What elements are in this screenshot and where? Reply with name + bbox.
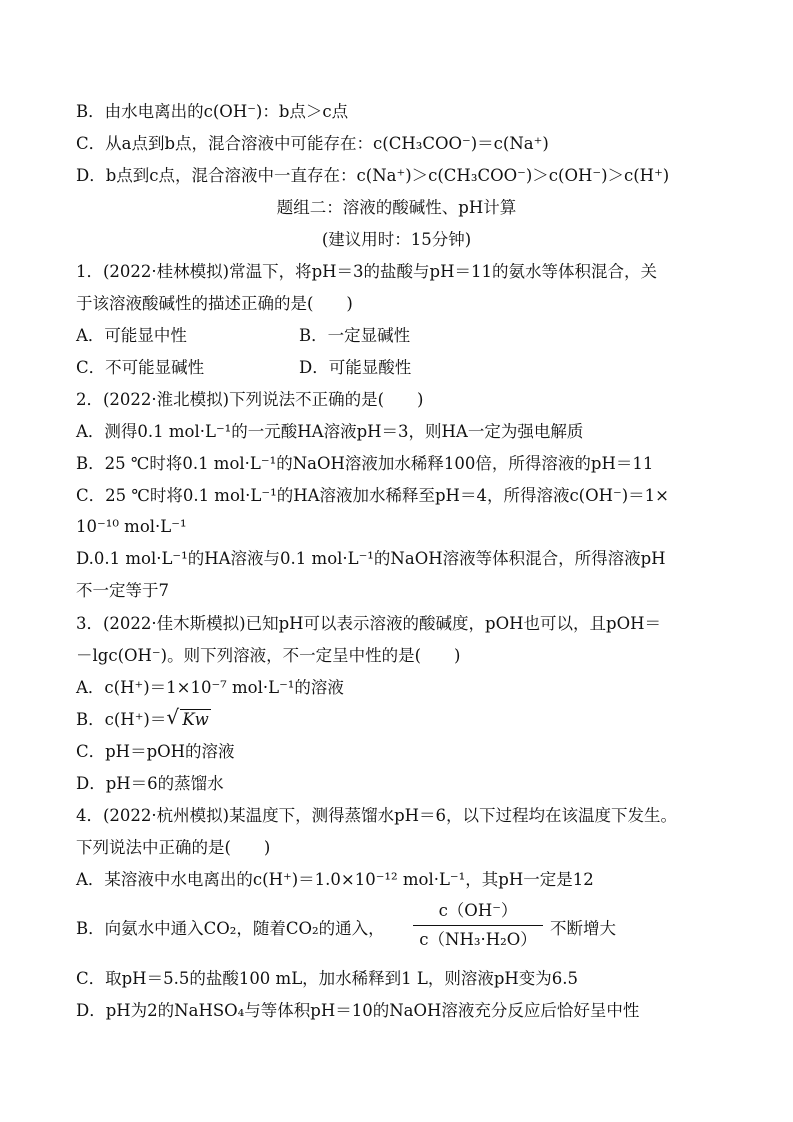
q1-option-a: A．可能显中性: [76, 326, 187, 345]
prev-option-b: B．由水电离出的c(OH⁻)：b点＞c点: [76, 102, 349, 121]
q1-option-c: C．不可能显碱性: [76, 358, 205, 377]
prev-option-c: C．从a点到b点，混合溶液中可能存在：c(CH₃COO⁻)＝c(Na⁺): [76, 134, 549, 153]
q3-option-b-radicand: Kw: [182, 710, 209, 729]
q3-option-b: [76, 705, 211, 731]
q3-option-c: C．pH＝pOH的溶液: [76, 742, 235, 761]
q4-option-c: C．取pH＝5.5的盐酸100 mL，加水稀释到1 L，则溶液pH变为6.5: [76, 969, 579, 988]
q1-stem-line1: 1．(2022·桂林模拟)常温下，将pH＝3的盐酸与pH＝11的氨水等体积混合，关: [76, 262, 658, 281]
q3-stem-line1: 3．(2022·佳木斯模拟)已知pH可以表示溶液的酸碱度，pOH也可以，且pOH＝: [76, 614, 662, 633]
fraction-numerator: c（OH⁻）: [413, 900, 543, 926]
fraction-denominator: c（NH₃·H₂O）: [419, 930, 537, 949]
q2-stem: 2．(2022·淮北模拟)下列说法不正确的是( ): [76, 390, 424, 409]
q4-option-d: D．pH为2的NaHSO₄与等体积pH＝10的NaOH溶液充分反应后恰好呈中性: [76, 1001, 640, 1020]
q2-option-d-line1: D.0.1 mol·L⁻¹的HA溶液与0.1 mol·L⁻¹的NaOH溶液等体积混合，所得溶液pH: [76, 549, 666, 568]
q4-stem-line1: 4．(2022·杭州模拟)某温度下，测得蒸馏水pH＝6，以下过程均在该温度下发生。: [76, 806, 678, 825]
section-subtitle: (建议用时：15分钟): [321, 230, 472, 249]
q1-stem-line2: 于该溶液酸碱性的描述正确的是( ): [76, 294, 353, 313]
q3-option-d: D．pH＝6的蒸馏水: [76, 774, 224, 793]
fraction: [413, 900, 543, 951]
q2-option-a: A．测得0.1 mol·L⁻¹的一元酸HA溶液pH＝3，则HA一定为强电解质: [76, 422, 584, 441]
q2-option-c-line1: C．25 ℃时将0.1 mol·L⁻¹的HA溶液加水稀释至pH＝4，所得溶液c(OH⁻)＝1×: [76, 486, 670, 505]
q2-option-b: B．25 ℃时将0.1 mol·L⁻¹的NaOH溶液加水稀释100倍，所得溶液的pH＝11: [76, 454, 654, 473]
q3-option-b-prefix: B．c(H⁺)＝: [76, 710, 167, 729]
q3-option-a: A．c(H⁺)＝1×10⁻⁷ mol·L⁻¹的溶液: [76, 678, 344, 697]
q3-stem-line2: －lgc(OH⁻)。则下列溶液，不一定呈中性的是( ): [76, 646, 461, 665]
section-title: 题组二：溶液的酸碱性、pH计算: [276, 198, 517, 217]
q4-option-b-suffix: 不断增大: [550, 919, 616, 938]
q4-stem-line2: 下列说法中正确的是( ): [76, 838, 271, 857]
q4-option-a: A．某溶液中水电离出的c(H⁺)＝1.0×10⁻¹² mol·L⁻¹，其pH一定是12: [76, 870, 594, 889]
prev-option-d: D．b点到c点，混合溶液中一直存在：c(Na⁺)＞c(CH₃COO⁻)＞c(OH⁻)＞c(H⁺): [76, 166, 670, 185]
q2-option-d-line2: 不一定等于7: [76, 581, 169, 600]
q1-option-d: D．可能显酸性: [299, 358, 412, 377]
sqrt-symbol: √ Kw: [166, 705, 209, 729]
q2-option-c-line2: 10⁻¹⁰ mol·L⁻¹: [76, 517, 187, 536]
q1-option-b: B．一定显碱性: [299, 326, 411, 345]
q4-option-b-prefix: B．向氨水中通入CO₂，随着CO₂的通入，: [76, 919, 385, 938]
